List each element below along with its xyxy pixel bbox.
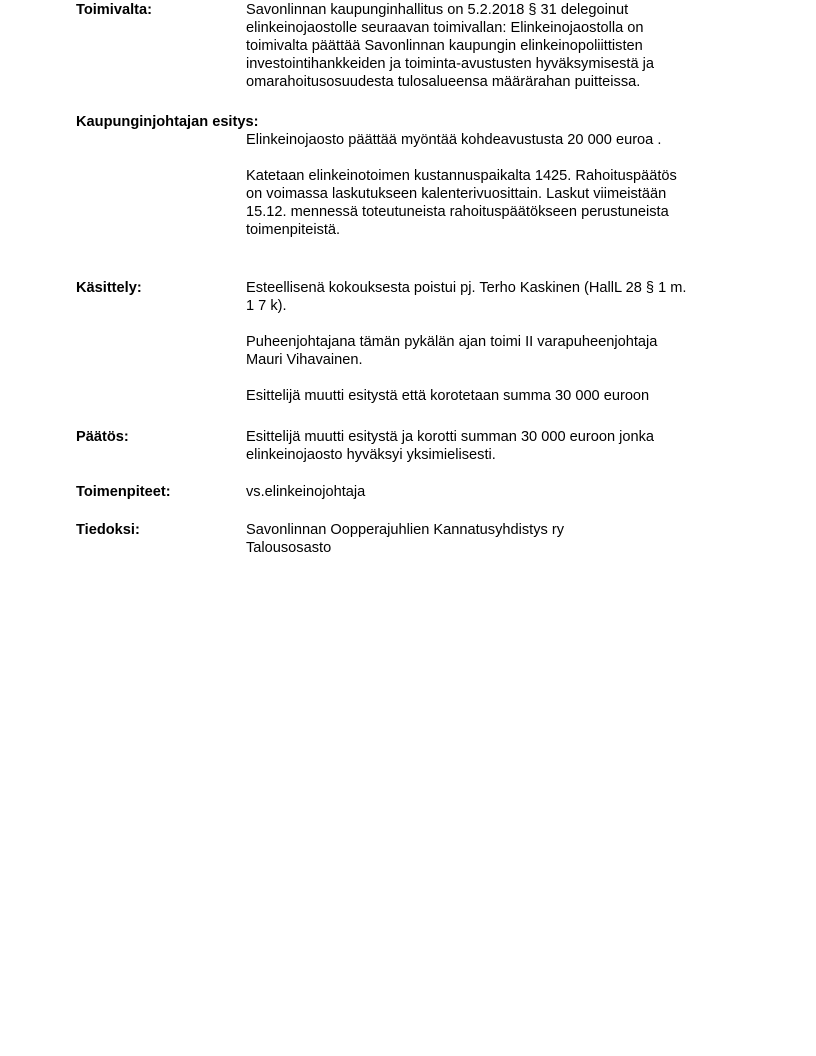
- text-line: Puheenjohtajana tämän pykälän ajan toimi II varapuheenjohtaja: [246, 334, 658, 350]
- section-content: [246, 279, 746, 405]
- text-line: vs.elinkeinojohtaja: [246, 484, 366, 500]
- text-line: Katetaan elinkeinotoimen kustannuspaikalta 1425. Rahoituspäätös: [246, 168, 677, 184]
- text-line: Savonlinnan kaupunginhallitus on 5.2.2018 § 31 delegoinut: [246, 2, 629, 18]
- section-content: [246, 521, 746, 557]
- section-content: [246, 131, 746, 239]
- section-label: Toimivalta:: [76, 2, 152, 18]
- text-line: investointihankkeiden ja toiminta-avustusten hyväksymisestä ja: [246, 56, 655, 72]
- section-content: [246, 483, 746, 501]
- text-line: toimenpiteistä.: [246, 222, 341, 238]
- text-line: Esittelijä muutti esitystä ja korotti summan 30 000 euroon jonka: [246, 429, 655, 445]
- text-line: 1 7 k).: [246, 298, 287, 314]
- text-line: toimivalta päättää Savonlinnan kaupungin elinkeinopoliittisten: [246, 38, 643, 54]
- section-content: [246, 428, 746, 464]
- text-line: Talousosasto: [246, 540, 332, 556]
- text-line: on voimassa laskutukseen kalenterivuosittain. Laskut viimeistään: [246, 186, 667, 202]
- section-label: Toimenpiteet:: [76, 484, 171, 500]
- text-line: Savonlinnan Oopperajuhlien Kannatusyhdistys ry: [246, 522, 565, 538]
- text-line: Esteellisenä kokouksesta poistui pj. Terho Kaskinen (HallL 28 § 1 m.: [246, 280, 687, 296]
- text-line: Elinkeinojaosto päättää myöntää kohdeavustusta 20 000 euroa .: [246, 132, 662, 148]
- text-line: elinkeinojaosto hyväksyi yksimielisesti.: [246, 447, 496, 463]
- section-label: Käsittely:: [76, 280, 142, 296]
- text-line: omarahoitusosuudesta tulosalueensa määrärahan puitteissa.: [246, 74, 641, 90]
- section-label: Kaupunginjohtajan esitys:: [76, 114, 259, 130]
- text-line: elinkeinojaostolle seuraavan toimivallan: Elinkeinojaostolla on: [246, 20, 644, 36]
- section-label: Tiedoksi:: [76, 522, 140, 538]
- section-content: [246, 1, 746, 91]
- text-line: Esittelijä muutti esitystä että korotetaan summa 30 000 euroon: [246, 388, 650, 404]
- text-line: Mauri Vihavainen.: [246, 352, 363, 368]
- text-line: 15.12. mennessä toteutuneista rahoituspäätökseen perustuneista: [246, 204, 669, 220]
- section-label: Päätös:: [76, 429, 129, 445]
